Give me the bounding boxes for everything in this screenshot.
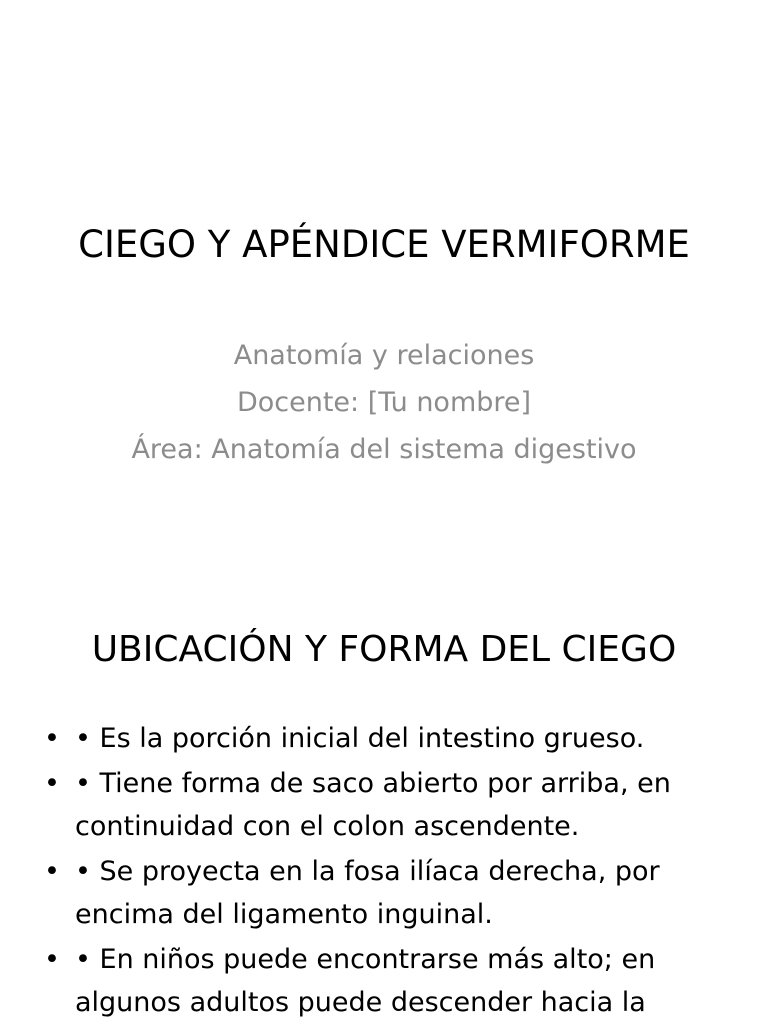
bullet-text: • Se proyecta en la fosa ilíaca derecha, por encima del ligamento inguinal. [75, 856, 660, 930]
subtitle-line: Área: Anatomía del sistema digestivo [131, 434, 637, 465]
slide-title: CIEGO Y APÉNDICE VERMIFORME [78, 223, 690, 266]
bullet-item [0, 717, 768, 760]
bullet-marker: • [44, 768, 60, 799]
bullet-marker: • [44, 723, 60, 754]
bullet-item [0, 850, 768, 936]
bullet-text: • Tiene forma de saco abierto por arriba, en continuidad con el colon ascendente. [75, 768, 671, 842]
section-title: UBICACIÓN Y FORMA DEL CIEGO [91, 629, 677, 670]
bullet-marker: • [44, 944, 60, 975]
bullet-text: • En niños puede encontrarse más alto; en algunos adultos puede descender hacia la [75, 944, 656, 1018]
bullet-marker: • [44, 856, 60, 887]
slide-subtitle [0, 332, 768, 473]
subtitle-line: Docente: [Tu nombre] [236, 387, 532, 418]
bullet-item [0, 938, 768, 1024]
bullet-list [0, 717, 768, 1024]
bullet-text: • Es la porción inicial del intestino grueso. [75, 723, 645, 754]
bullet-item [0, 762, 768, 848]
subtitle-line: Anatomía y relaciones [233, 340, 535, 371]
